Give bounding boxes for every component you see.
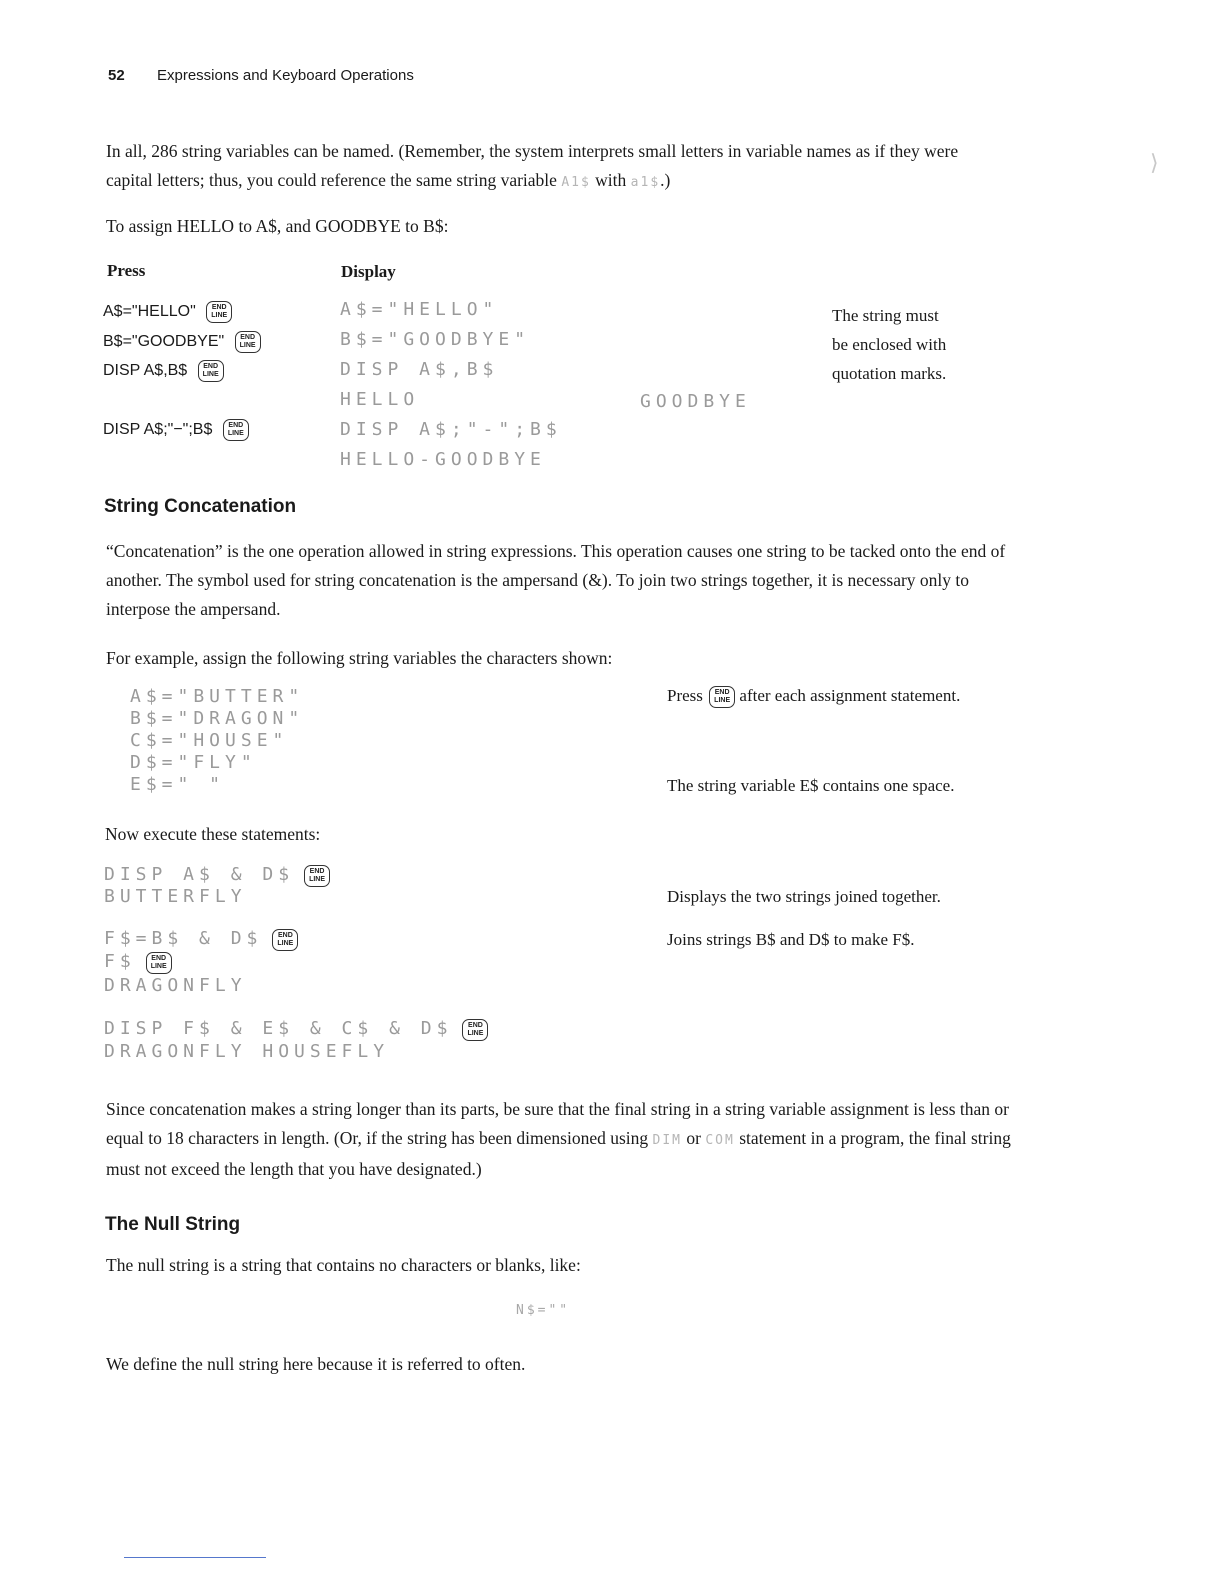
intro-end: .) (660, 170, 671, 190)
output-3: DRAGONFLY (104, 975, 247, 996)
space-note: The string variable E$ contains one space. (667, 776, 955, 795)
null-paragraph: The null string is a string that contains no characters or blanks, like: (106, 1255, 581, 1275)
statement-1 (104, 864, 330, 887)
section-heading-concatenation: String Concatenation (104, 496, 297, 517)
display-row-2: B$="GOODBYE" (340, 329, 531, 350)
end-line-key-icon: END LINE (272, 929, 298, 951)
statement-text: DISP A$ & D$ (104, 864, 295, 885)
length-paragraph (106, 1095, 1011, 1184)
running-header-title: Expressions and Keyboard Operations (157, 67, 414, 84)
null-closing: We define the null string here because it is referred to often. (106, 1354, 526, 1374)
page-number: 52 (108, 67, 125, 84)
press-row-3 (103, 360, 224, 382)
press-text: DISP A$;"−";B$ (103, 421, 213, 439)
note-text: after each assignment statement. (739, 686, 961, 705)
press-text: DISP A$,B$ (103, 362, 188, 380)
note-line: The string must (832, 306, 939, 325)
press-column-heading: Press (107, 261, 146, 280)
statement-text: DISP F$ & E$ & C$ & D$ (104, 1018, 453, 1039)
end-line-key-icon: END LINE (709, 686, 735, 708)
paragraph-text: Since concatenation makes a string longer than its parts, be sure that the final string in a string variable assignment is less than or equal to 18 characters in length. (Or, if the string has been dimensioned using (106, 1099, 1009, 1148)
note-line: be enclosed with (832, 335, 947, 354)
margin-scan-mark: ⟩ (1150, 150, 1159, 175)
press-row-5 (103, 419, 249, 441)
press-text: A$="HELLO" (103, 303, 196, 321)
statement-text: F$ (104, 951, 136, 972)
lcd-inline-com: COM (705, 1133, 735, 1148)
assignment-e: E$=" " (130, 774, 226, 795)
end-line-key-icon: END LINE (235, 331, 261, 353)
press-row-1 (103, 301, 232, 323)
joins-note: Joins strings B$ and D$ to make F$. (667, 930, 915, 949)
press-after-note (667, 685, 967, 708)
output-4: DRAGONFLY HOUSEFLY (104, 1041, 390, 1062)
display-column-heading: Display (341, 262, 396, 281)
section-heading-null-string: The Null String (105, 1214, 241, 1235)
display-row-5: DISP A$;"-";B$ (340, 419, 562, 440)
execute-intro: Now execute these statements: (105, 824, 321, 844)
statement-4 (104, 1018, 488, 1041)
display-row-6: HELLO-GOODBYE (340, 449, 546, 470)
end-line-key-icon: END LINE (206, 301, 232, 323)
press-text: B$="GOODBYE" (103, 333, 225, 351)
paragraph-text: statement in a program, the final string must not exceed the length that you have designated.) (106, 1128, 1011, 1179)
assign-intro: To assign HELLO to A$, and GOODBYE to B$: (106, 216, 449, 236)
end-line-key-icon: END LINE (198, 360, 224, 382)
statement-text: F$=B$ & D$ (104, 928, 263, 949)
end-line-key-icon: END LINE (304, 865, 330, 887)
intro-with: with (595, 170, 627, 190)
assignment-b: B$="DRAGON" (130, 708, 305, 729)
null-string-example: N$="" (516, 1303, 571, 1318)
end-line-key-icon: END LINE (146, 952, 172, 974)
concat-example-intro: For example, assign the following string variables the characters shown: (106, 648, 613, 668)
assignment-a: A$="BUTTER" (130, 686, 305, 707)
press-row-2 (103, 331, 261, 353)
display-row-4: HELLO (340, 389, 420, 410)
display-row-3: DISP A$,B$ (340, 359, 499, 380)
intro-text: In all, 286 string variables can be named. (Remember, the system interprets small letters in variable names as if they were capital letters; thus, you could reference the same string variable (106, 141, 959, 190)
intro-paragraph (106, 137, 1006, 197)
output-1: BUTTERFLY (104, 886, 247, 907)
display-row-1: A$="HELLO" (340, 299, 499, 320)
statement-3 (104, 951, 172, 974)
display-goodbye-output: GOODBYE (640, 391, 751, 412)
joined-note: Displays the two strings joined together. (667, 887, 941, 906)
assignment-c: C$="HOUSE" (130, 730, 289, 751)
note-text: Press (667, 686, 703, 705)
footnote-rule (124, 1557, 266, 1558)
lcd-inline-a1-lower: a1$ (630, 175, 661, 190)
concat-paragraph: “Concatenation” is the one operation allowed in string expressions. This operation causes one string to be tacked onto the end of another. The symbol used for string concatenation is the ampersand (&). To join two strings together, it is necessary only to interpose the ampersand. (106, 541, 1006, 619)
end-line-key-icon: END LINE (462, 1019, 488, 1041)
paragraph-text: or (686, 1128, 701, 1148)
end-line-key-icon: END LINE (223, 419, 249, 441)
quotation-note (832, 301, 946, 388)
lcd-inline-dim: DIM (652, 1133, 683, 1148)
assignment-d: D$="FLY" (130, 752, 257, 773)
statement-2 (104, 928, 298, 951)
note-line: quotation marks. (832, 364, 947, 383)
lcd-inline-a1: A1$ (561, 175, 591, 190)
